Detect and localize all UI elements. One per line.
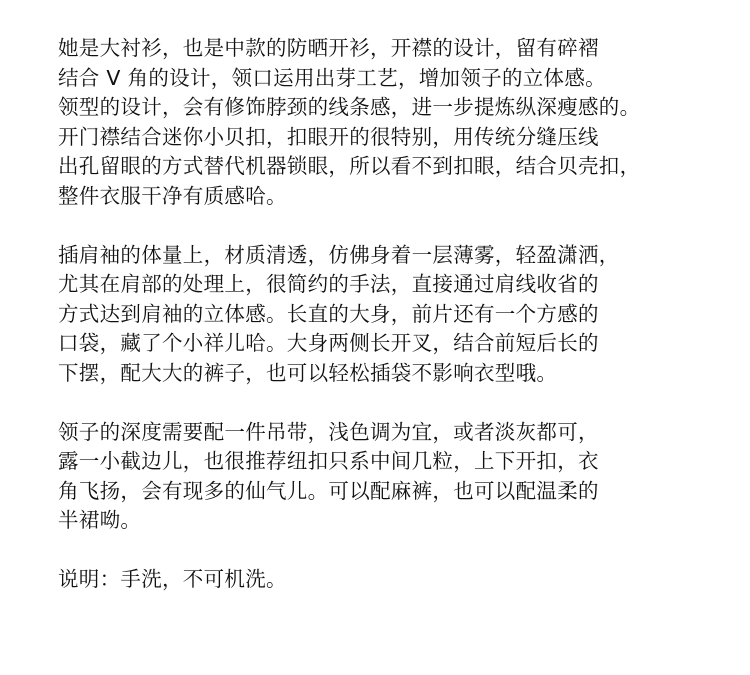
text-line: 下摆，配大大的裤子，也可以轻松插袋不影响衣型哦。 xyxy=(58,360,558,385)
paragraph-spacer xyxy=(58,536,718,566)
text-line: 她是大衬衫，也是中款的防晒开衫，开襟的设计，留有碎褶 xyxy=(58,36,599,60)
text-line: 露一小截边儿，也很推荐纽扣只系中间几粒，上下开扣，衣 xyxy=(58,449,599,473)
text-line: 插肩袖的体量上，材质清透，仿佛身着一层薄雾，轻盈潇洒， xyxy=(58,242,620,267)
text-line: 领型的设计，会有修饰脖颈的线条感，进一步提炼纵深瘦感的。 xyxy=(58,95,641,119)
text-line: 开门襟结合迷你小贝扣，扣眼开的很特别，用传统分缝压线 xyxy=(58,124,599,149)
text-line: 领子的深度需要配一件吊带，浅色调为宜，或者淡灰都可， xyxy=(58,419,599,444)
text-line: 角飞扬，会有现多的仙气儿。可以配麻裤，也可以配温柔的 xyxy=(58,478,599,503)
paragraph-spacer xyxy=(58,388,718,418)
text-line: 半裙呦。 xyxy=(58,508,142,532)
text-line: 结合 V 角的设计，领口运用出芽工艺，增加领子的立体感。 xyxy=(58,65,606,90)
text-line: 尤其在肩部的处理上，很简约的手法，直接通过肩线收省的 xyxy=(58,272,599,296)
product-description xyxy=(58,34,718,595)
paragraph-spacer xyxy=(58,211,718,241)
text-line: 整件衣服干净有质感哈。 xyxy=(58,183,287,208)
care-note: 说明：手洗，不可机洗。 xyxy=(58,567,287,591)
paragraph-design-details xyxy=(58,34,718,211)
paragraph-sleeve-and-body xyxy=(58,241,718,389)
paragraph-care-instructions xyxy=(58,565,718,595)
text-line: 出孔留眼的方式替代机器锁眼，所以看不到扣眼，结合贝壳扣， xyxy=(58,154,641,178)
paragraph-styling-tips xyxy=(58,418,718,536)
text-line: 方式达到肩袖的立体感。长直的大身，前片还有一个方感的 xyxy=(58,301,599,326)
text-line: 口袋，藏了个小祥儿哈。大身两侧长开叉，结合前短后长的 xyxy=(58,331,599,355)
